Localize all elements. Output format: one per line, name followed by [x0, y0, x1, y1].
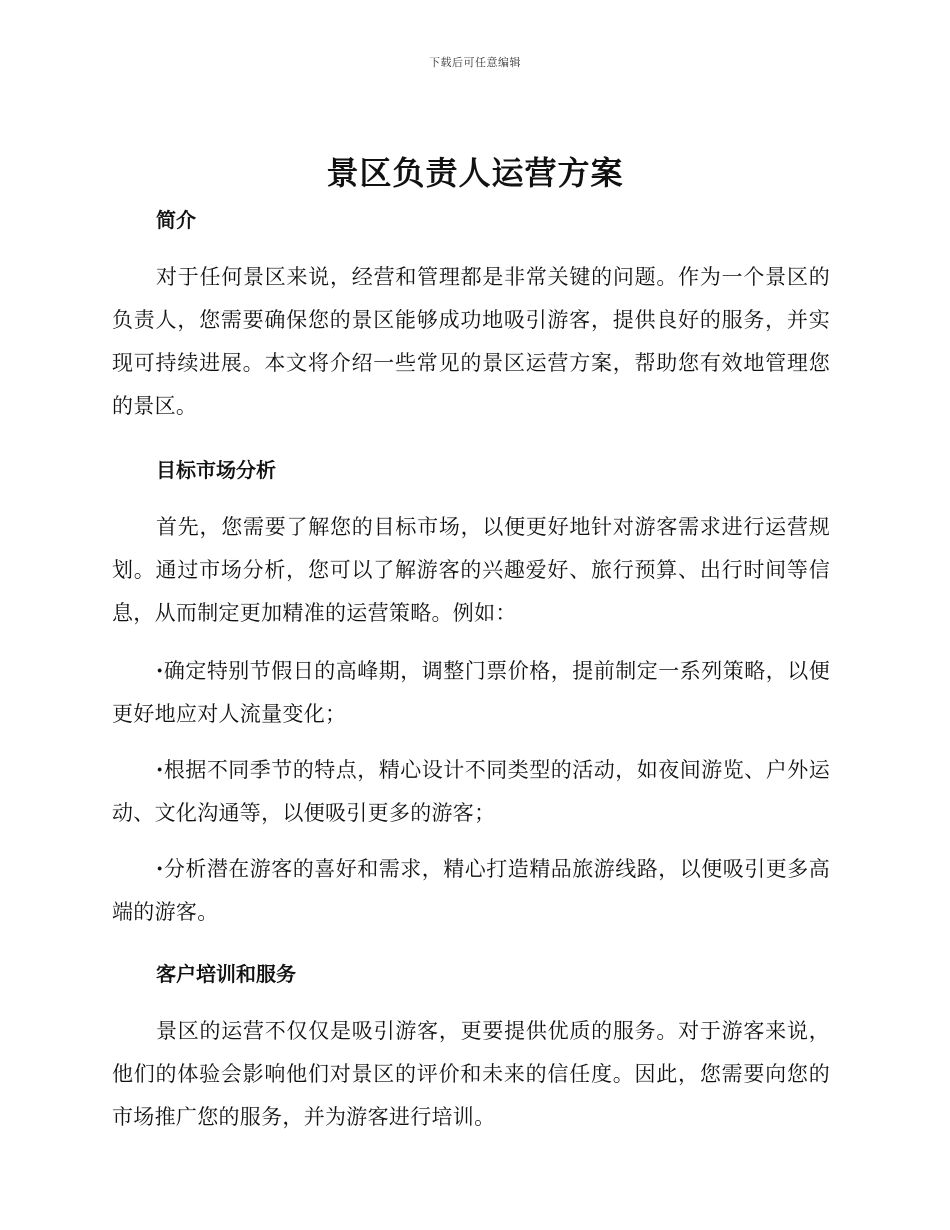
- bullet-item: [112, 748, 830, 835]
- document-title: 景区负责人运营方案: [326, 154, 624, 192]
- document-body: [112, 198, 830, 1153]
- paragraph-market: 首先，您需要了解您的目标市场，以便更好地针对游客需求进行运营规划。通过市场分析，您可以了解游客的兴趣爱好、旅行预算、出行时间等信息，从而制定更加精准的运营策略。例如：: [112, 515, 830, 625]
- paragraph-intro: 对于任何景区来说，经营和管理都是非常关键的问题。作为一个景区的负责人，您需要确保您的景区能够成功地吸引游客，提供良好的服务，并实现可持续进展。本文将介绍一些常见的景区运营方案，帮助您有效地管理您的景区。: [112, 265, 830, 418]
- bullet-marker: ·: [156, 757, 164, 782]
- bullet-text: 确定特别节假日的高峰期，调整门票价格，提前制定一系列策略，以便更好地应对人流量变化；: [112, 659, 830, 726]
- page-header-note: 下载后可任意编辑: [429, 56, 521, 69]
- bullet-text: 根据不同季节的特点，精心设计不同类型的活动，如夜间游览、户外运动、文化沟通等，以便吸引更多的游客；: [112, 758, 830, 825]
- bullet-item: [112, 847, 830, 934]
- bullet-item: [112, 649, 830, 736]
- paragraph-service: 景区的运营不仅仅是吸引游客，更要提供优质的服务。对于游客来说，他们的体验会影响他们对景区的评价和未来的信任度。因此，您需要向您的市场推广您的服务，并为游客进行培训。: [112, 1019, 830, 1129]
- bullet-marker: ·: [156, 658, 164, 683]
- section-heading-service: 客户培训和服务: [156, 962, 296, 986]
- section-heading-market: 目标市场分析: [156, 458, 276, 482]
- bullet-text: 分析潜在游客的喜好和需求，精心打造精品旅游线路，以便吸引更多高端的游客。: [112, 857, 830, 924]
- section-heading-intro: 简介: [156, 208, 196, 232]
- bullet-marker: ·: [156, 856, 164, 881]
